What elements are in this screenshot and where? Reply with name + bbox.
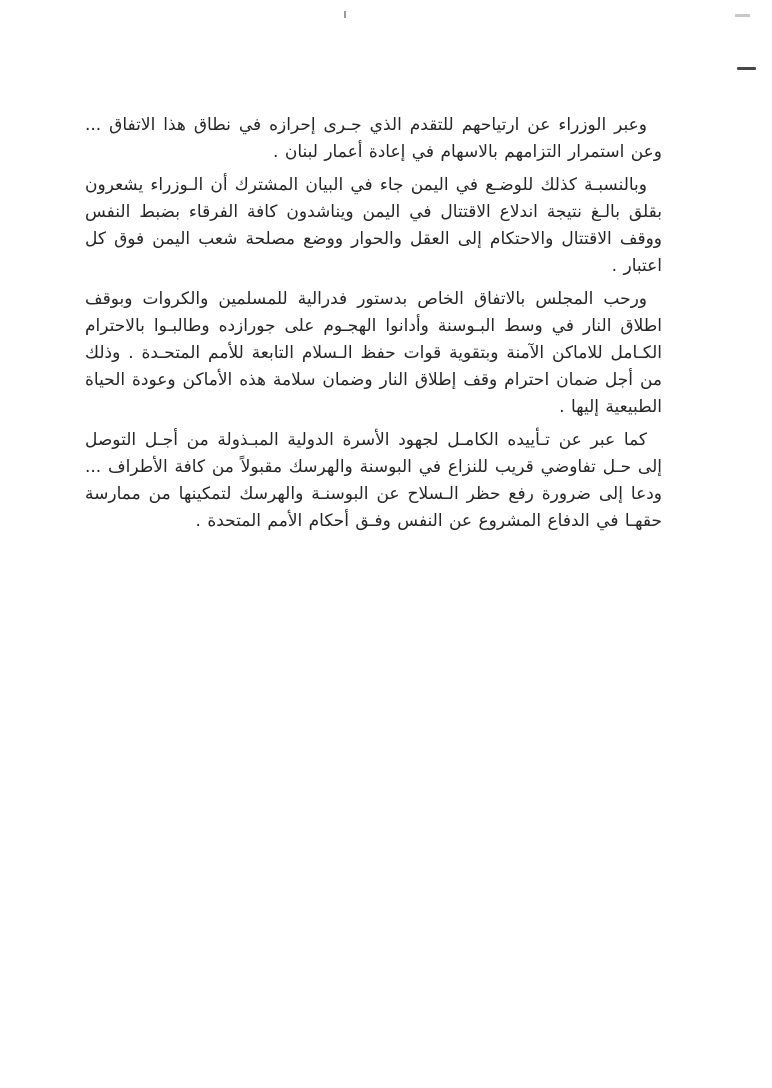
scan-artifact-dark-dash xyxy=(737,67,756,70)
document-text-block xyxy=(85,112,662,541)
scan-artifact-speck xyxy=(344,11,346,18)
paragraph-international-efforts-support: كما عبر عن تـأييده الكامـل لجهود الأسرة الدولية المبـذولة من أجـل التوصل إلى حـل تفاوضي قريب للنزاع في البوسنة والهرسك مقبولاً من كافة الأطراف ... ودعا إلى ضرورة رفع حظر الـسلاح عن البوسنـة والهرسك لتمكينها من ممارسة حقهـا في الدفاع المشروع عن النفس وفـق أحكام الأمم المتحدة . xyxy=(85,430,662,531)
scan-artifact-faint-dash xyxy=(735,14,750,17)
paragraph-lebanon-agreement: وعبر الوزراء عن ارتياحهم للتقدم الذي جـرى إحرازه في نطاق هذا الاتفاق ... وعن استمرار التزامهم بالاسهام في إعادة أعمار لبنان . xyxy=(85,115,662,162)
paragraph-yemen-situation: وبالنسبـة كذلك للوضـع في اليمن جاء في البيان المشترك أن الـوزراء يشعرون بقلق بالـغ نتيجة اندلاع الاقتتال في اليمن ويناشدون كافة الفرقاء بضبط النفس ووقف الاقتتال والاحتكام إلى العقل والحوار ووضع مصلحة شعب اليمن فوق كل اعتبار . xyxy=(85,175,662,276)
paragraph-bosnia-federation-agreement: ورحب المجلس بالاتفاق الخاص بدستور فدرالية للمسلمين والكروات وبوقف اطلاق النار في وسط البـوسنة وأدانوا الهجـوم على جورازده وطالبـوا بالاحترام الكـامل للاماكن الآمنة وبتقوية قوات حفظ الـسلام التابعة للأمم المتحـدة . وذلك من أجل ضمان احترام وقف إطلاق النار وضمان سلامة هذه الأماكن وعودة الحياة الطبيعية إليها . xyxy=(85,289,662,417)
